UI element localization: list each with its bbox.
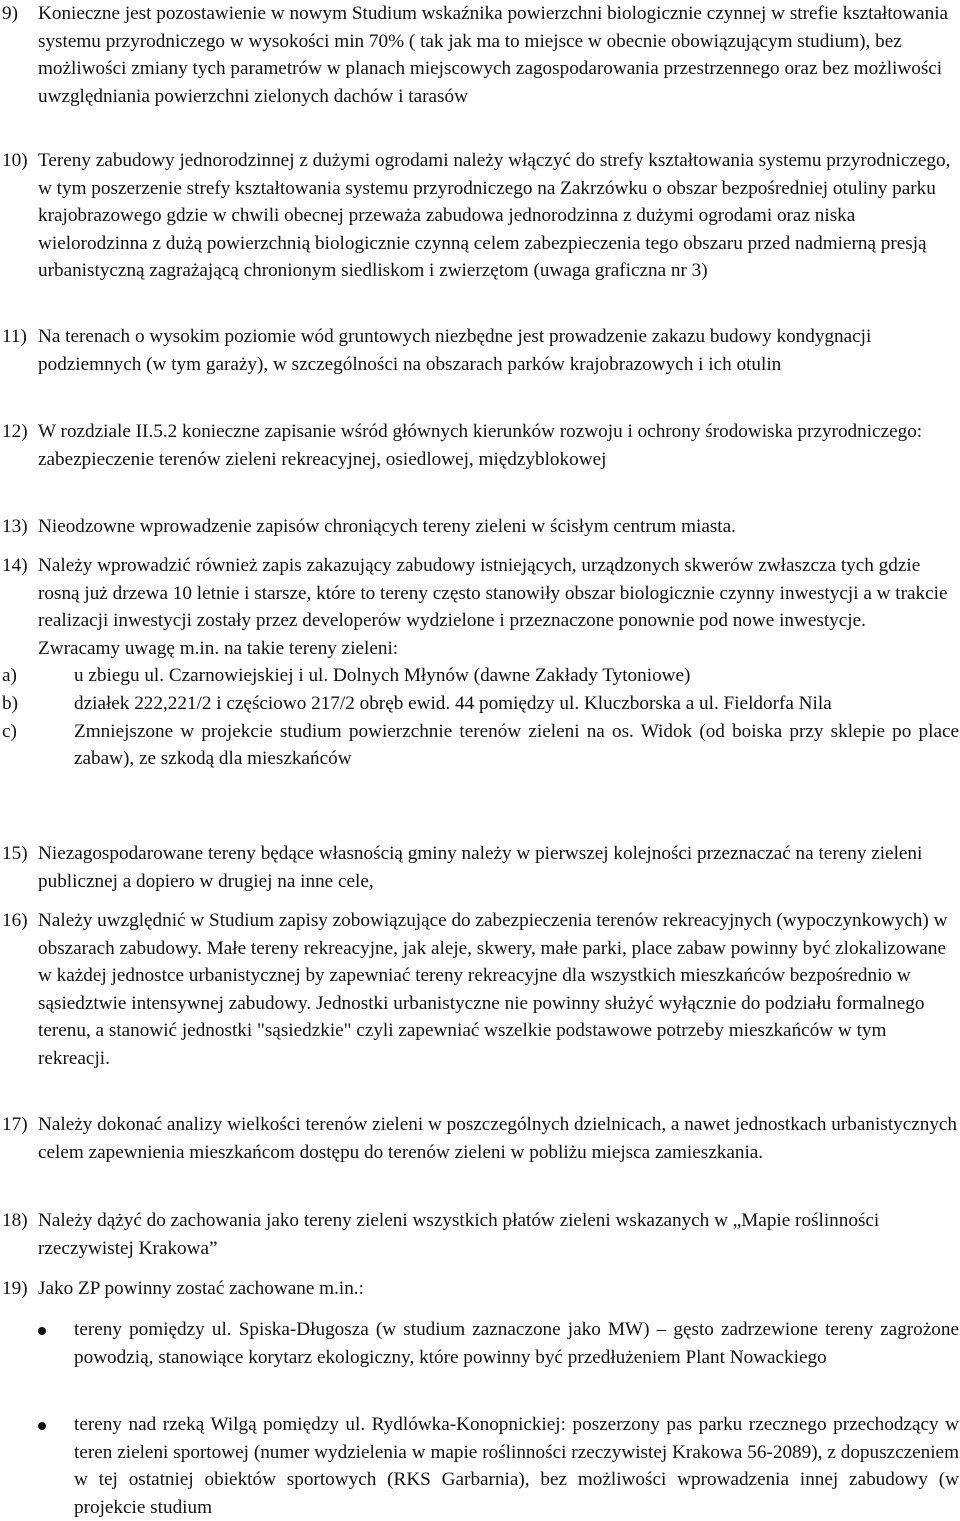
item-text: W rozdziale II.5.2 konieczne zapisanie wśród głównych kierunków rozwoju i ochrony środowiska przyrodniczego: zabezpieczenie terenów zieleni rekreacyjnej, osiedlowej, międzyblokowej [38,421,923,470]
sub-letter: b) [2,692,18,714]
item-17 [2,1111,959,1166]
item-number: 13) [2,516,28,537]
item-text: Niezagospodarowane tereny będące własnością gminy należy w pierwszej kolejności przeznaczać na tereny zieleni publicznej a dopiero w drugiej na inne cele, [38,843,923,892]
item-11 [2,323,959,378]
bullet-icon [38,1327,46,1335]
bullet-icon [38,1422,46,1430]
item-number: 11) [2,326,27,347]
sub-item-b [2,690,959,718]
sub-item-a [2,662,959,690]
bullet-item-2 [2,1411,959,1521]
item-text: Konieczne jest pozostawienie w nowym Studium wskaźnika powierzchni biologicznie czynnej w strefie kształtowania systemu przyrodniczego w wysokości min 70% ( tak jak ma to miejsce w obecnie obowiązującym studium), bez możliwości zmiany tych parametrów w planach miejscowych zagospodarowania przestrzennego oraz bez możliwości uwzględniania powierzchni zielonych dachów i tarasów [38,3,949,107]
item-text: Należy dokonać analizy wielkości terenów zieleni w poszczególnych dzielnicach, a nawet jednostkach urbanistycznych celem zapewnienia mieszkańcom dostępu do terenów zieleni w pobliżu miejsca zamieszkania. [38,1114,958,1163]
sub-item-c [2,718,959,773]
item-18 [2,1207,959,1262]
sub-letter: a) [2,665,17,687]
item-text: Na terenach o wysokim poziomie wód gruntowych niezbędne jest prowadzenie zakazu budowy kondygnacji podziemnych (w tym garaży), w szczególności na obszarach parków krajobrazowych i ich otulin [38,326,872,375]
item-number: 9) [2,3,18,24]
item-text: Jako ZP powinny zostać zachowane m.in.: [38,1278,364,1299]
item-19 [2,1275,959,1303]
item-number: 17) [2,1114,28,1135]
sub-text: u zbiegu ul. Czarnowiejskiej i ul. Dolnych Młynów (dawne Zakłady Tytoniowe) [74,665,691,687]
item-number: 19) [2,1278,28,1299]
item-12 [2,418,959,473]
item-number: 10) [2,150,28,171]
item-text: Należy dążyć do zachowania jako tereny zieleni wszystkich płatów zieleni wskazanych w „Mapie roślinności rzeczywistej Krakowa” [38,1210,880,1259]
item-9 [2,0,959,110]
item-text: Należy uwzględnić w Studium zapisy zobowiązujące do zabezpieczenia terenów rekreacyjnych (wypoczynkowych) w obszarach zabudowy. Małe tereny rekreacyjne, jak aleje, skwery, małe parki, place zabaw powinny być zlokalizowane w każdej jednostce urbanistycznej by zapewniać tereny rekreacyjne dla wszystkich mieszkańców bezpośrednio w sąsiedztwie intensywnej zabudowy. Jednostki urbanistyczne nie powinny służyć wyłącznie do podziału formalnego terenu, a stanowić jednostki "sąsiedzkie" czyli zapewniać wszelkie podstawowe potrzeby mieszkańców w tym rekreacji. [38,910,948,1069]
item-number: 12) [2,421,28,442]
item-text: Nieodzowne wprowadzenie zapisów chroniących tereny zieleni w ścisłym centrum miasta. [38,516,736,537]
item-15 [2,840,959,895]
item-text: Należy wprowadzić również zapis zakazujący zabudowy istniejących, urządzonych skwerów zwłaszcza tych gdzie rosną już drzewa 10 letnie i starsze, które to tereny często stanowiły obszar biologicznie czynny inwestycji a w trakcie realizacji inwestycji zostały przez developerów wydzielone i przeznaczone ponownie pod nowe inwestycje. [38,555,948,632]
bullet-item-1 [2,1316,959,1371]
bullet-text: tereny pomiędzy ul. Spiska-Długosza (w studium zaznaczone jako MW) – gęsto zadrzewione tereny zagrożone powodzią, stanowiące korytarz ekologiczny, które powinny być przedłużeniem Plant Nowackiego [74,1319,959,1368]
item-10 [2,147,959,285]
item-number: 15) [2,843,28,864]
item-16 [2,907,959,1073]
bullet-text: tereny nad rzeką Wilgą pomiędzy ul. Rydlówka-Konopnickiej: poszerzony pas parku rzecznego przechodzący w teren zieleni sportowej (numer wydzielenia w mapie roślinności rzeczywistej Krakowa 56-2089), z dopuszczeniem w tej ostatniej obiektów sportowych (RKS Garbarnia), bez możliwości wprowadzenia innej zabudowy (w projekcie studium [74,1414,959,1518]
item-number: 18) [2,1210,28,1231]
item-text: Tereny zabudowy jednorodzinnej z dużymi ogrodami należy włączyć do strefy kształtowania systemu przyrodniczego, w tym poszerzenie strefy kształtowania systemu przyrodniczego na Zakrzówku o obszar bezpośredniej otuliny parku krajobrazowego gdzie w chwili obecnej przeważa zabudowa jednorodzinna z dużymi ogrodami oraz niska wielorodzinna z dużą powierzchnią biologicznie czynną celem zabezpieczenia tego obszaru przed nadmierną presją urbanistyczną zagrażającą chronionym siedliskom i zwierzętom (uwaga graficzna nr 3) [38,150,951,282]
item-14 [2,552,959,773]
sub-text: działek 222,221/2 i częściowo 217/2 obręb ewid. 44 pomiędzy ul. Kluczborska a ul. Fieldorfa Nila [74,692,832,714]
item-number: 16) [2,910,28,931]
sub-text: Zmniejszone w projekcie studium powierzchnie terenów zieleni na os. Widok (od boiska przy sklepie po place zabaw), ze szkodą dla mieszkańców [74,720,959,770]
sub-letter: c) [2,720,17,742]
item-number: 14) [2,555,28,576]
item-text-note: Zwracamy uwagę m.in. na takie tereny zieleni: [38,637,399,659]
item-13 [2,513,959,541]
